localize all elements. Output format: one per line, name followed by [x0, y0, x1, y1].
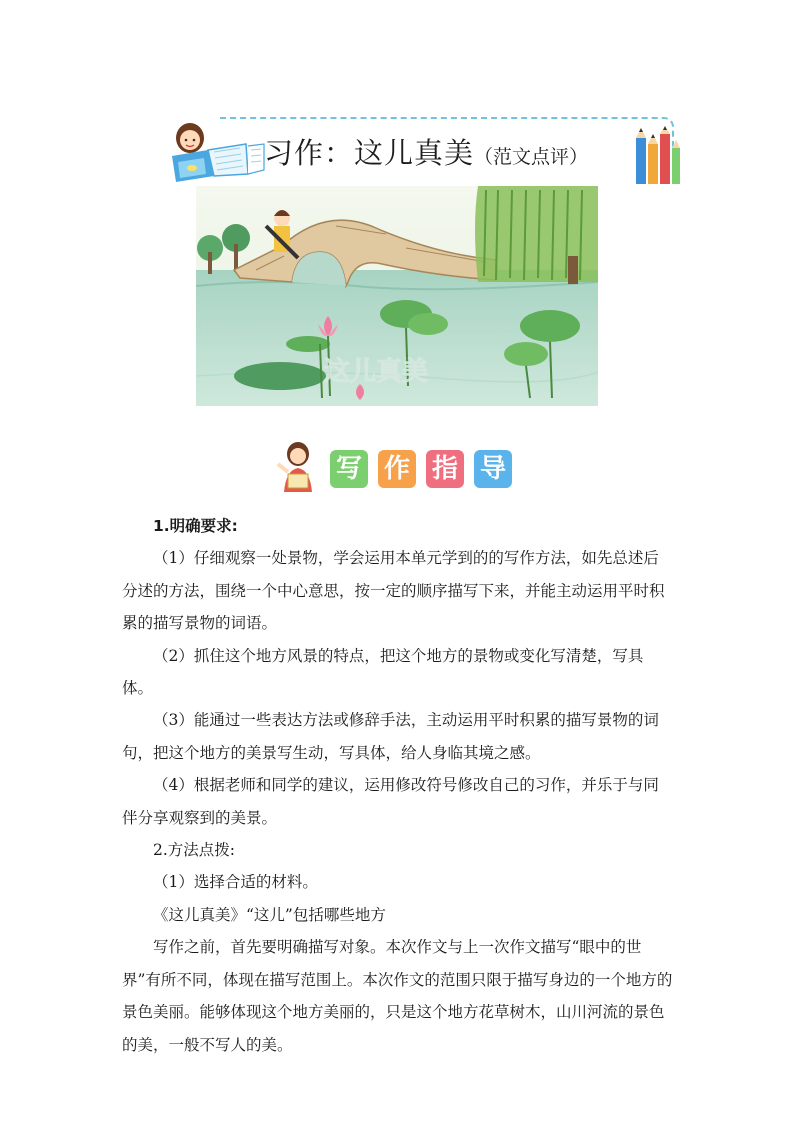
requirement-2: （2）抓住这个地方风景的特点，把这个地方的景物或变化写清楚，写具体。	[122, 646, 644, 698]
header	[160, 112, 680, 184]
requirement-1: （1）仔细观察一处景物，学会运用本单元学到的的写作方法，如先总述后分述的方法，围绕一个中心意思，按一定的顺序描写下来，并能主动运用平时积累的描写景物的词语。	[122, 549, 665, 633]
writing-guide-heading	[272, 440, 522, 492]
body-paragraph: 写作之前，首先要明确描写对象。本次作文与上一次作文描写“眼中的世界”有所不同，体现在描写范围上。本次作文的范围只限于描写身边的一个地方的景色美丽。能够体现这个地方美丽的，只是这个地方花草树木，山川河流的景色的美，一般不写人的美。	[122, 938, 673, 1054]
section1-heading: 1.明确要求:	[153, 517, 238, 535]
document-body	[122, 510, 674, 1061]
scenery-banner	[196, 186, 598, 406]
teacher-icon	[272, 440, 322, 492]
page-subtitle: （范文点评）	[474, 146, 589, 168]
page-title: 习作：这儿真美（范文点评）	[264, 136, 589, 170]
guide-char-4: 导	[474, 450, 512, 488]
requirement-4: （4）根据老师和同学的建议，运用修改符号修改自己的习作，并乐于与同伴分享观察到的美景。	[122, 776, 659, 827]
child-reading-icon	[160, 116, 270, 184]
pencils-icon	[628, 126, 682, 188]
guide-char-1: 写	[330, 450, 368, 488]
guide-char-2: 作	[378, 450, 416, 488]
method-1: （1）选择合适的材料。	[153, 873, 318, 892]
requirement-3: （3）能通过一些表达方法或修辞手法，主动运用平时积累的描写景物的词句，把这个地方的美景写生动，写具体，给人身临其境之感。	[122, 711, 659, 762]
guide-char-3: 指	[426, 450, 464, 488]
bridge-lake-illustration	[196, 186, 598, 406]
question-line: 《这儿真美》“这儿”包括哪些地方	[153, 905, 386, 924]
section2-heading: 2.方法点拨:	[153, 841, 236, 860]
banner-watermark: 这儿真美	[324, 357, 429, 387]
